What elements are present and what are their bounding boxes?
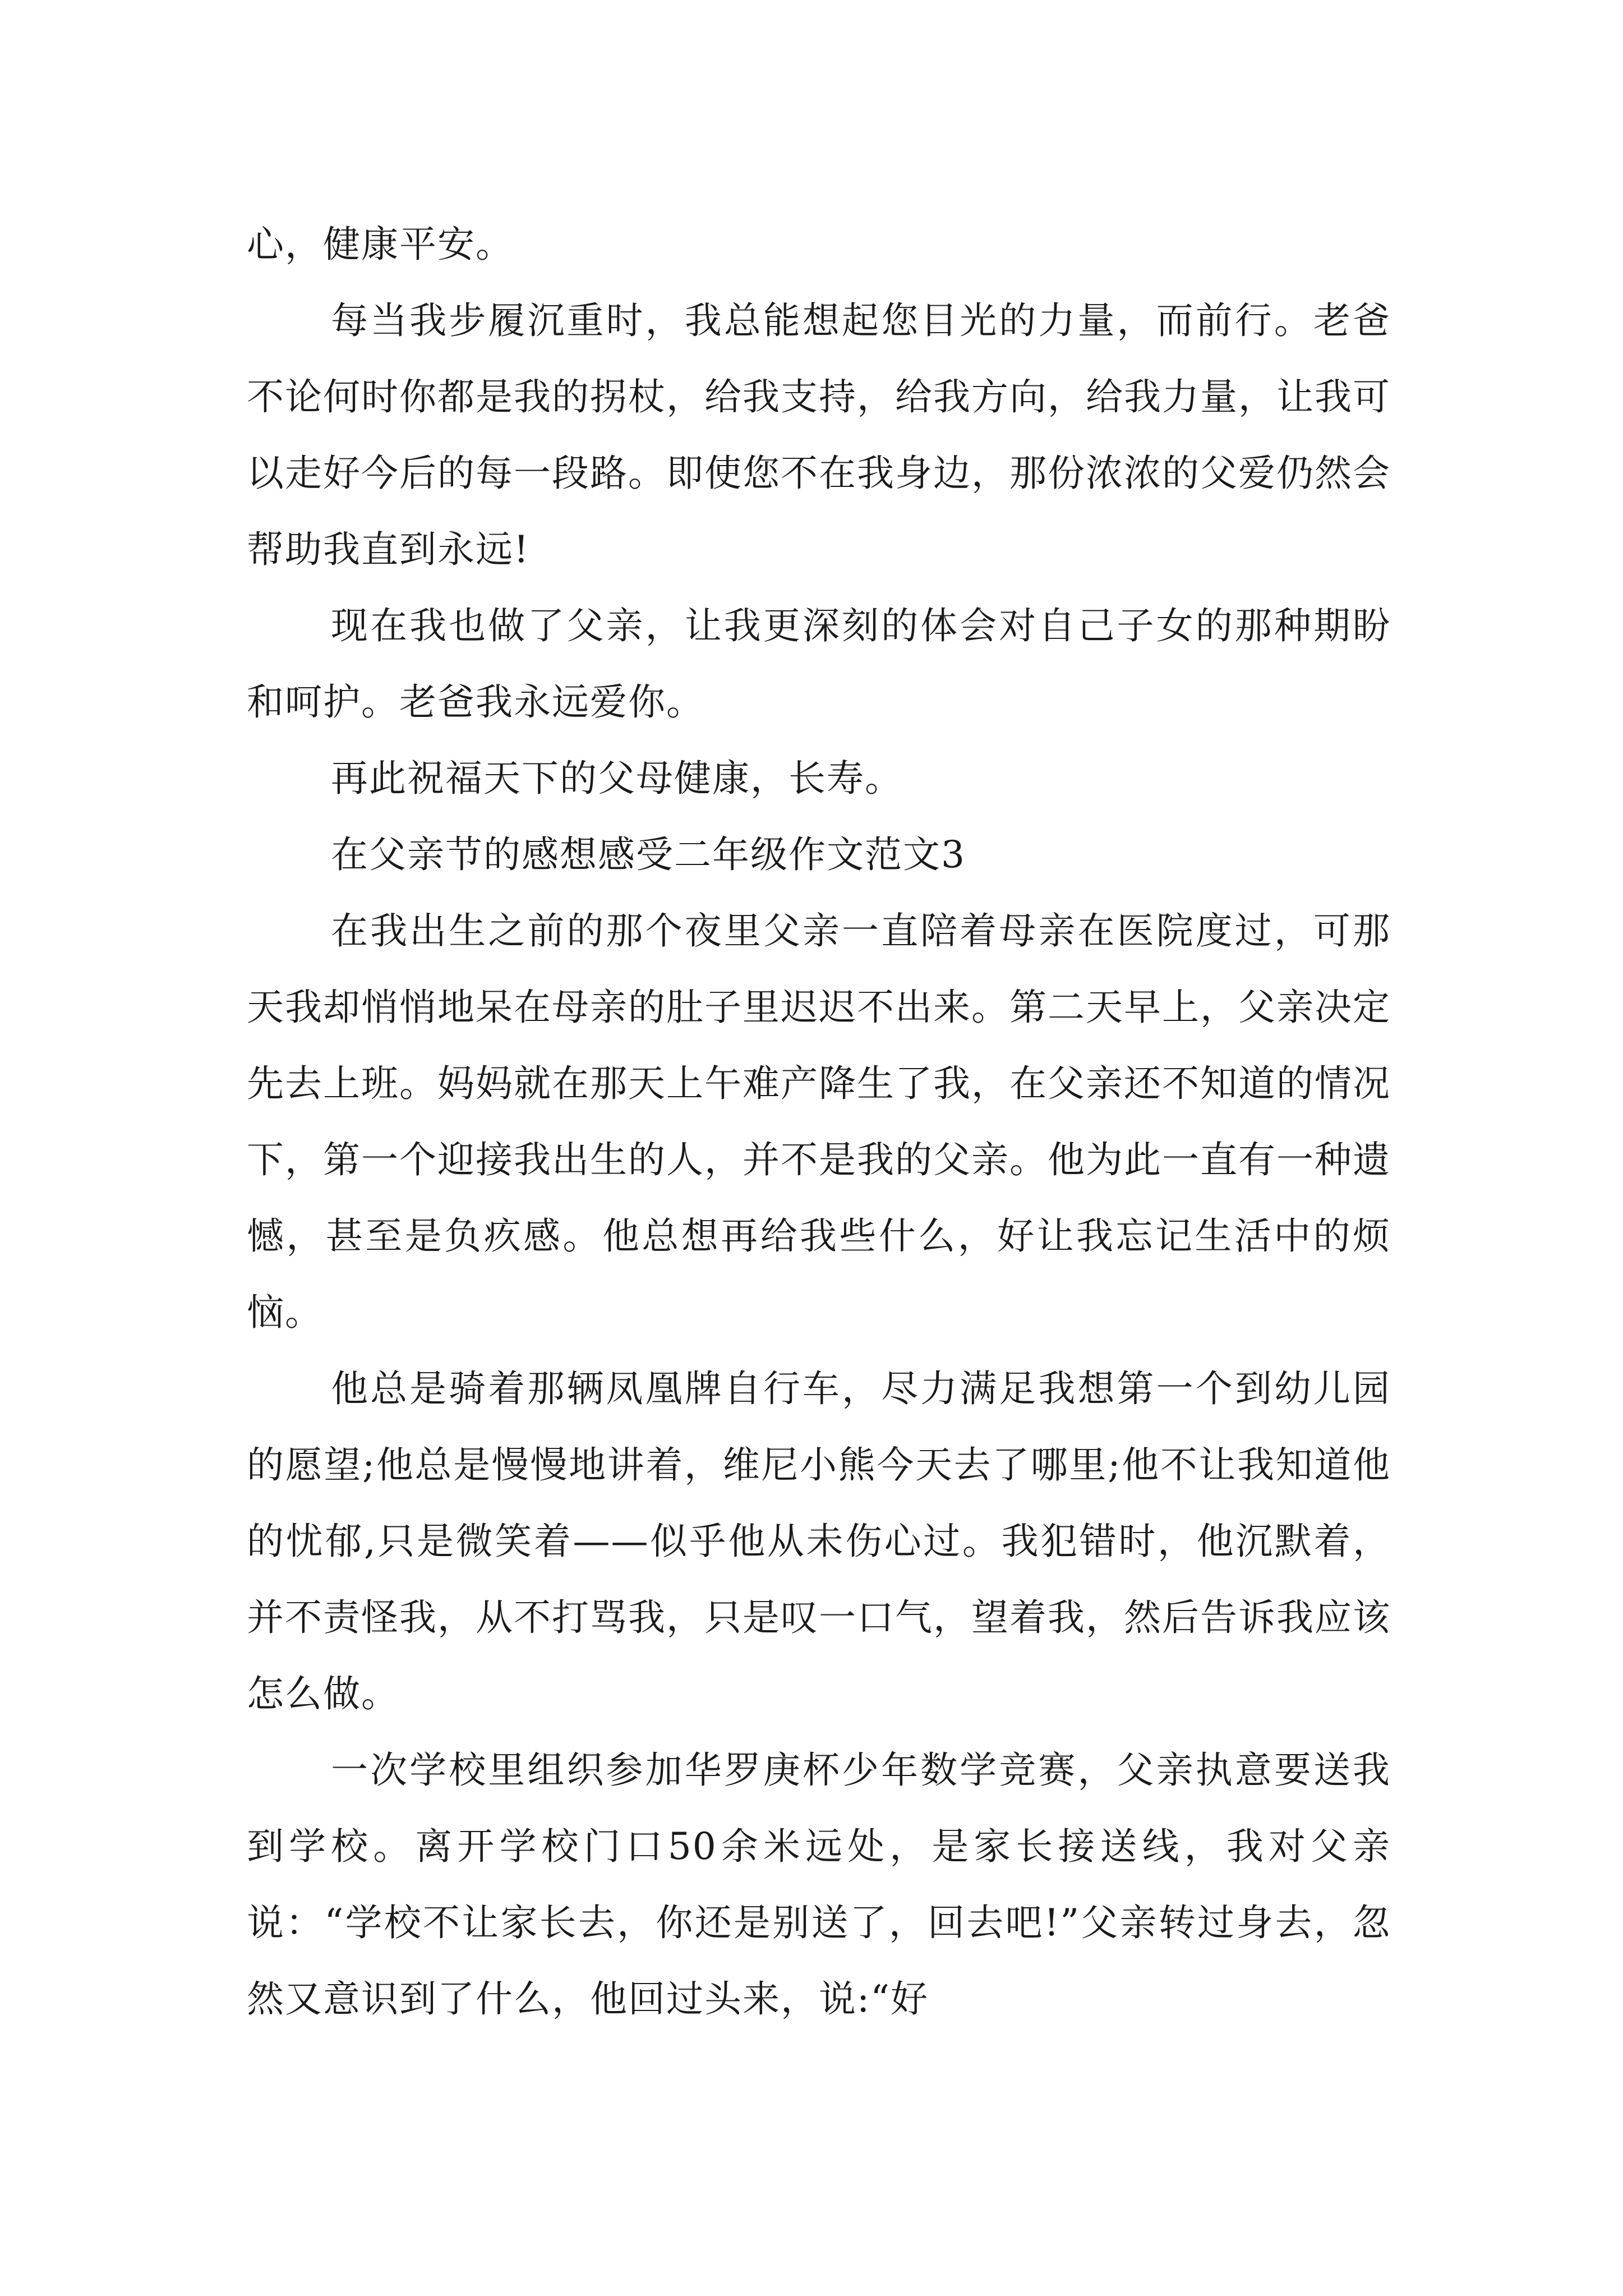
paragraph: 再此祝福天下的父母健康，长寿。	[331, 757, 903, 800]
paragraph: 心，健康平安。	[247, 223, 514, 266]
section-heading: 在父亲节的感想感受二年级作文范文3	[331, 833, 966, 876]
paragraph: 一次学校里组织参加华罗庚杯少年数学竞赛，父亲执意要送我到学校。离开学校门口50余米远处，是家长接送线，我对父亲说：“学校不让家长去，你还是别送了，回去吧!”父亲转过身去，忽然又意识到了什么，他回过头来，说:“好	[247, 1749, 1391, 2021]
paragraph: 每当我步履沉重时，我总能想起您目光的力量，而前行。老爸不论何时你都是我的拐杖，给我支持，给我方向，给我力量，让我可以走好今后的每一段路。即使您不在我身边，那份浓浓的父爱仍然会帮助我直到永远!	[247, 299, 1391, 571]
paragraph: 现在我也做了父亲，让我更深刻的体会对自己子女的那种期盼和呵护。老爸我永远爱你。	[247, 604, 1391, 724]
document-body	[247, 206, 1391, 2037]
paragraph: 在我出生之前的那个夜里父亲一直陪着母亲在医院度过，可那天我却悄悄地呆在母亲的肚子里迟迟不出来。第二天早上，父亲决定先去上班。妈妈就在那天上午难产降生了我，在父亲还不知道的情况下，第一个迎接我出生的人，并不是我的父亲。他为此一直有一种遗憾，甚至是负疚感。他总想再给我些什么，好让我忘记生活中的烦恼。	[247, 909, 1391, 1334]
paragraph: 他总是骑着那辆凤凰牌自行车，尽力满足我想第一个到幼儿园的愿望;他总是慢慢地讲着，维尼小熊今天去了哪里;他不让我知道他的忧郁,只是微笑着——似乎他从未伤心过。我犯错时，他沉默着，并不责怪我，从不打骂我，只是叹一口气，望着我，然后告诉我应该怎么做。	[247, 1367, 1391, 1715]
